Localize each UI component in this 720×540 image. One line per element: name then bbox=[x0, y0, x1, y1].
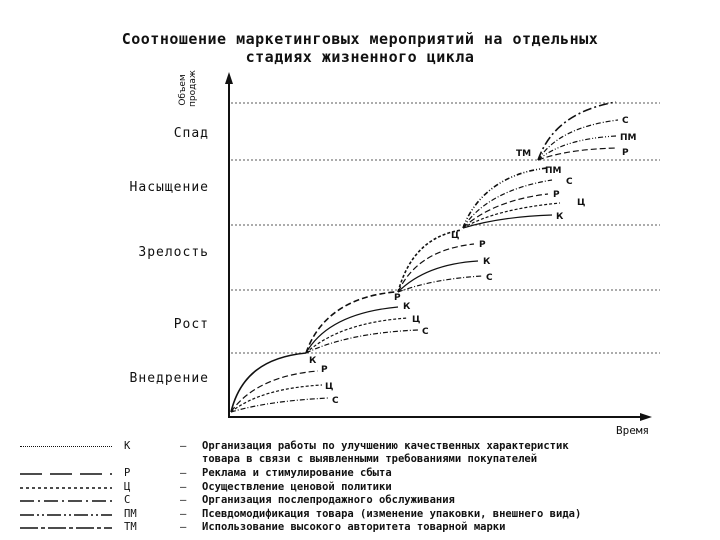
legend-code-c: Ц bbox=[124, 480, 131, 493]
legend-text-k-line2: товара в связи с выявленными требованиями покупателей bbox=[202, 453, 538, 465]
curve-growth-k bbox=[306, 307, 398, 353]
curves-maturity bbox=[398, 230, 482, 292]
legend-row-k bbox=[20, 440, 710, 467]
legend-text-c: Осуществление ценовой политики bbox=[202, 480, 392, 493]
stage-label-introduction: Внедрение bbox=[129, 371, 209, 386]
legend-row-pm bbox=[20, 508, 710, 522]
curves-decline bbox=[538, 102, 618, 160]
curve-intro-s bbox=[231, 398, 328, 412]
stage-label-saturation: Насыщение bbox=[129, 180, 209, 195]
curve-growth-c bbox=[306, 318, 408, 353]
label-maturity-s: С bbox=[486, 273, 493, 283]
stage-boundaries bbox=[231, 103, 660, 353]
legend-row-tm bbox=[20, 521, 710, 535]
legend-sample-dash-long bbox=[20, 523, 112, 533]
stage-label-maturity: Зрелость bbox=[138, 245, 209, 260]
legend-code-s: С bbox=[124, 494, 131, 506]
label-growth-k: К bbox=[403, 302, 411, 312]
legend-sample-short-dash bbox=[20, 483, 112, 493]
curve-decline-r bbox=[538, 148, 616, 160]
label-growth-c: Ц bbox=[412, 315, 421, 325]
label-intro-s: С bbox=[332, 396, 339, 406]
legend-text-r: Реклама и стимулирование сбыта bbox=[202, 467, 392, 479]
legend-dash-r: — bbox=[180, 467, 187, 479]
x-axis-label: Время bbox=[616, 424, 650, 437]
legend-sample-long-dash bbox=[20, 469, 112, 479]
curves-saturation bbox=[463, 168, 560, 228]
legend-dash-s: — bbox=[180, 494, 187, 506]
legend-code-r: Р bbox=[124, 467, 131, 479]
label-decline-pm: ПМ bbox=[620, 133, 637, 143]
legend-row-s bbox=[20, 494, 710, 508]
curve-saturation-r bbox=[463, 194, 548, 228]
legend-dash-tm: — bbox=[180, 521, 187, 533]
label-intro-r: Р bbox=[321, 365, 328, 375]
legend bbox=[20, 440, 710, 535]
stage-label-growth: Рост bbox=[173, 317, 209, 332]
curve-saturation-k bbox=[463, 215, 552, 228]
legend-text-k: Организация работы по улучшению качественных характеристик bbox=[202, 440, 569, 452]
label-growth-s: С bbox=[422, 327, 429, 337]
legend-row-r bbox=[20, 467, 710, 481]
legend-text-tm: Использование высокого авторитета товарной марки bbox=[202, 521, 506, 533]
legend-row-c bbox=[20, 481, 710, 495]
legend-dash-k: — bbox=[180, 440, 187, 452]
legend-sample-dash-dot-dot bbox=[20, 510, 112, 520]
label-saturation-pm: ПМ bbox=[545, 166, 562, 176]
legend-text-s: Организация послепродажного обслуживания bbox=[202, 494, 455, 506]
label-maturity-k: К bbox=[483, 257, 491, 267]
label-maturity-r: Р bbox=[479, 240, 486, 250]
legend-sample-dash-dot bbox=[20, 496, 112, 506]
curve-growth-r bbox=[306, 292, 395, 353]
label-decline-r: Р bbox=[622, 148, 629, 158]
label-intro-c: Ц bbox=[325, 382, 334, 392]
label-saturation-c: Ц bbox=[577, 198, 586, 208]
label-decline-s: С bbox=[622, 116, 629, 126]
curves-growth bbox=[306, 292, 421, 353]
legend-code-tm: ТМ bbox=[124, 521, 137, 533]
legend-sample-dotted bbox=[20, 446, 112, 447]
legend-code-pm: ПМ bbox=[124, 507, 137, 520]
legend-dash-pm: — bbox=[180, 507, 187, 520]
label-saturation-r: Р bbox=[553, 190, 560, 200]
title-line-2: стадиях жизненного цикла bbox=[245, 48, 475, 66]
label-maturity-c: Ц bbox=[451, 231, 460, 241]
label-saturation-s: С bbox=[566, 177, 573, 187]
label-decline-tm: ТМ bbox=[516, 149, 532, 159]
legend-code-k: К bbox=[124, 440, 131, 452]
y-axis-label-line-1: Объем bbox=[178, 74, 188, 106]
label-intro-k: К bbox=[309, 356, 317, 366]
curve-maturity-r bbox=[398, 244, 474, 292]
label-saturation-k: К bbox=[556, 212, 564, 222]
legend-dash-c: — bbox=[180, 480, 187, 493]
y-axis-arrow bbox=[225, 72, 233, 84]
curve-intro-r bbox=[231, 371, 318, 412]
stage-label-decline: Спад bbox=[173, 126, 209, 141]
x-axis-arrow bbox=[640, 413, 652, 421]
y-axis-label-line-2: продаж bbox=[188, 70, 198, 107]
label-growth-r: Р bbox=[394, 293, 401, 303]
curve-decline-s bbox=[538, 120, 618, 160]
title-line-1: Соотношение маркетинговых мероприятий на отдельных bbox=[121, 30, 599, 48]
legend-text-pm: Псевдомодификация товара (изменение упаковки, внешнего вида) bbox=[202, 507, 582, 520]
